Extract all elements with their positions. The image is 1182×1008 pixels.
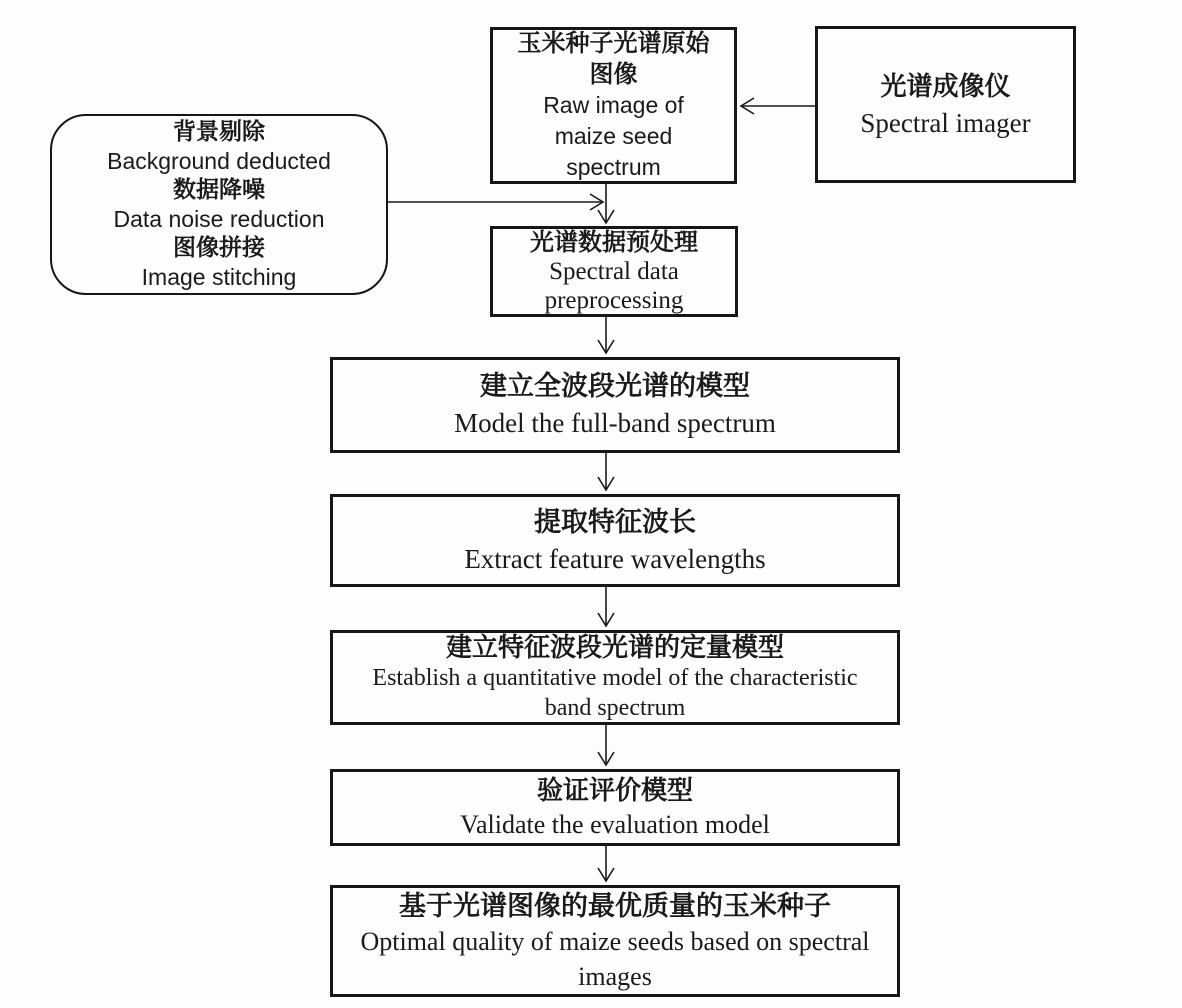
text-line-zh: 图像拼接 xyxy=(173,234,265,261)
text-line-en: Background deducted xyxy=(107,147,331,174)
node-optimal-seeds xyxy=(330,885,900,997)
node-extract-features xyxy=(330,494,900,587)
text-line-en: Image stitching xyxy=(141,263,297,290)
text-line-en: Data noise reduction xyxy=(113,205,325,232)
text-line-en: Validate the evaluation model xyxy=(460,809,770,839)
text-line-zh: 背景剔除 xyxy=(173,118,265,145)
node-raw-image xyxy=(490,27,737,184)
node-validate-model xyxy=(330,769,900,846)
text-line-en: preprocessing xyxy=(544,287,684,314)
text-line-en: Spectral imager xyxy=(860,107,1031,138)
node-spectral-imager xyxy=(815,26,1076,183)
text-line-en: Model the full-band spectrum xyxy=(454,408,776,438)
node-side-methods xyxy=(50,114,388,295)
text-line-zh: 数据降噪 xyxy=(173,176,265,203)
text-line-zh: 光谱成像仪 xyxy=(880,71,1011,102)
text-line-zh: 建立特征波段光谱的定量模型 xyxy=(445,632,784,663)
text-line-en: maize seed xyxy=(554,123,673,149)
text-line-en: band spectrum xyxy=(544,694,686,721)
text-line-en: Extract feature wavelengths xyxy=(464,543,766,574)
node-full-band-model xyxy=(330,357,900,453)
node-quantitative-model xyxy=(330,630,900,725)
text-line-zh: 图像 xyxy=(589,60,638,88)
text-line-zh: 建立全波段光谱的模型 xyxy=(480,371,750,402)
text-line-en: Optimal quality of maize seeds based on spectral xyxy=(360,926,870,956)
text-line-zh: 提取特征波长 xyxy=(534,506,696,538)
node-preprocessing xyxy=(490,226,738,317)
text-line-en: images xyxy=(578,961,652,991)
text-line-zh: 光谱数据预处理 xyxy=(530,228,698,256)
text-line-zh: 基于光谱图像的最优质量的玉米种子 xyxy=(399,890,831,922)
text-line-zh: 玉米种子光谱原始 xyxy=(517,29,710,57)
text-line-zh: 验证评价模型 xyxy=(536,775,693,806)
text-line-en: Establish a quantitative model of the characteristic xyxy=(372,664,858,691)
text-line-en: spectrum xyxy=(566,154,661,180)
text-line-en: Spectral data xyxy=(549,258,679,285)
text-line-en: Raw image of xyxy=(543,92,684,118)
